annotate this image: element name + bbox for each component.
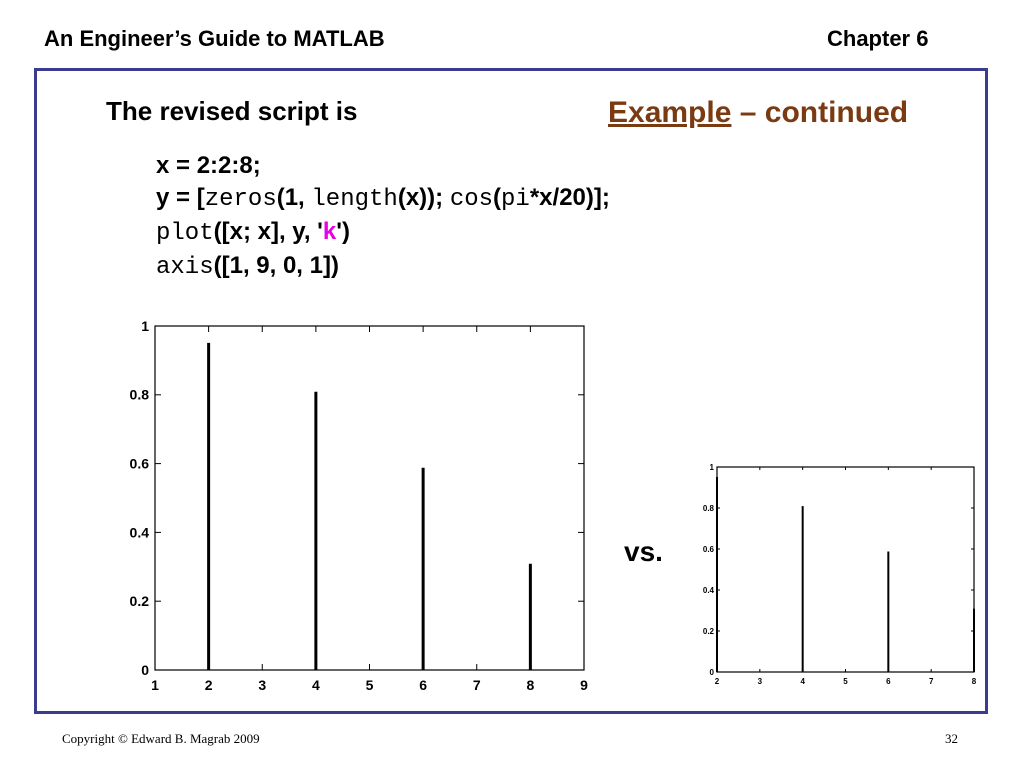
main-xtick-label: 7 xyxy=(472,677,481,693)
code-func-axis: axis xyxy=(156,254,214,281)
code-func-pi: pi xyxy=(501,186,530,213)
inset-plot-frame xyxy=(717,467,974,672)
inset-ytick-label: 0.4 xyxy=(702,585,714,595)
inset-xtick-label: 3 xyxy=(757,677,763,686)
inset-xtick-label: 8 xyxy=(971,677,977,686)
main-plot-frame xyxy=(155,326,584,670)
main-xtick-label: 4 xyxy=(311,677,320,693)
code-func-length: length xyxy=(311,186,398,213)
main-ytick-label: 0.8 xyxy=(129,386,149,403)
chapter-label: Chapter 6 xyxy=(827,26,929,51)
code-color-k: k xyxy=(322,218,337,245)
inset-ytick-label: 0.8 xyxy=(702,503,714,513)
code-text: (1, xyxy=(276,184,312,211)
code-text: y = [ xyxy=(156,184,205,211)
code-text: ([1, 9, 0, 1]) xyxy=(213,252,339,279)
copyright: Copyright © Edward B. Magrab 2009 xyxy=(62,731,260,746)
inset-xtick-label: 4 xyxy=(800,677,805,686)
inset-ytick-label: 0.2 xyxy=(702,626,714,636)
main-xtick-label: 2 xyxy=(204,677,213,693)
main-xtick-label: 3 xyxy=(258,677,267,693)
page-number: 32 xyxy=(945,731,958,746)
main-xtick-label: 1 xyxy=(151,677,159,693)
main-xtick-label: 9 xyxy=(580,677,588,693)
code-text: x = 2:2:8; xyxy=(156,152,261,179)
main-ytick-label: 0.6 xyxy=(129,455,149,472)
inset-xtick-label: 7 xyxy=(928,677,934,686)
intro-text: The revised script is xyxy=(106,96,358,126)
main-ytick-label: 0.4 xyxy=(129,524,149,541)
code-text: ( xyxy=(493,184,502,211)
main-ytick-label: 1 xyxy=(141,317,149,334)
main-xtick-label: 6 xyxy=(419,677,428,693)
code-text: ') xyxy=(336,218,350,245)
title-example: Example xyxy=(608,96,732,129)
code-text: (x)); xyxy=(397,184,450,211)
main-xtick-label: 8 xyxy=(526,677,535,693)
code-text: *x/20)]; xyxy=(529,184,610,211)
inset-xtick-label: 5 xyxy=(843,677,848,686)
title-rest: – continued xyxy=(731,96,909,129)
inset-ytick-label: 0.6 xyxy=(702,544,714,554)
inset-xtick-label: 2 xyxy=(714,677,720,686)
vs-label: vs. xyxy=(624,536,663,567)
code-func-plot: plot xyxy=(156,220,214,247)
inset-ytick-label: 1 xyxy=(709,462,714,472)
main-xtick-label: 5 xyxy=(365,677,374,693)
code-text: ([x; x], y, ' xyxy=(213,218,323,245)
code-func-cos: cos xyxy=(449,186,494,213)
course-title: An Engineer’s Guide to MATLAB xyxy=(44,26,385,51)
inset-ytick-label: 0 xyxy=(709,667,714,677)
main-ytick-label: 0 xyxy=(141,661,149,678)
code-func-zeros: zeros xyxy=(204,186,277,213)
inset-xtick-label: 6 xyxy=(886,677,891,686)
main-ytick-label: 0.2 xyxy=(129,593,149,610)
